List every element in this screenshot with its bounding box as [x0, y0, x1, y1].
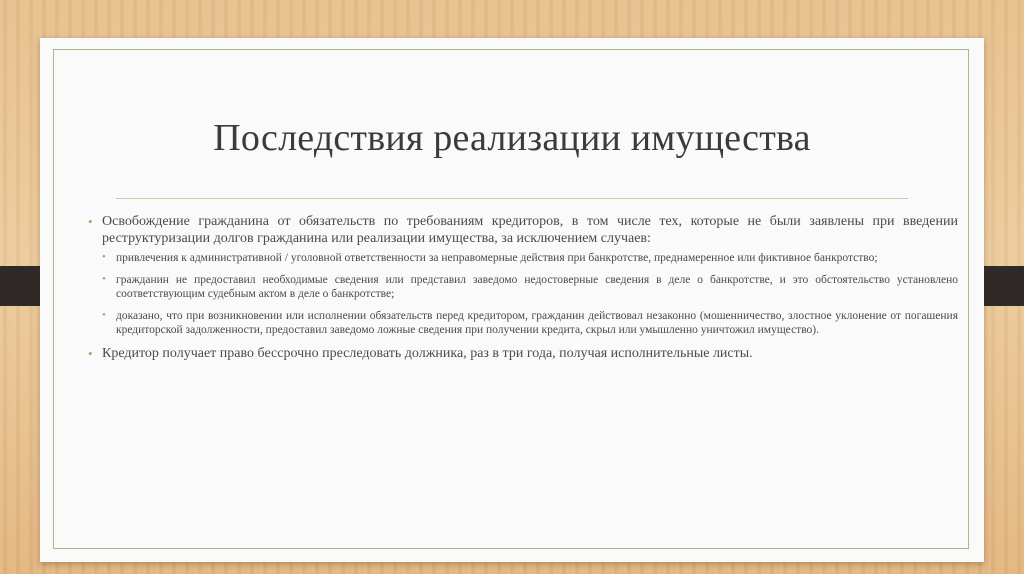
- sub-bullet-item: [102, 251, 958, 265]
- sub-bullet-text: привлечения к административной / уголовной ответственности за неправомерные действия при банкротстве, преднамеренное или фиктивное банкротство;: [116, 252, 878, 264]
- bullet-item: [88, 213, 958, 337]
- sub-bullet-icon: •: [102, 251, 106, 263]
- sub-bullet-item: [102, 309, 958, 337]
- sub-bullet-item: [102, 273, 958, 301]
- title-divider: [116, 198, 908, 199]
- bullet-item: [88, 345, 958, 362]
- bullet-text: Освобождение гражданина от обязательств по требованиям кредиторов, в том числе тех, которые не были заявлены при введении реструктуризации долгов гражданина или реализации имущества, за исключением случаев:: [102, 214, 958, 246]
- sub-bullet-list: [102, 251, 958, 337]
- slide-content: [88, 213, 958, 370]
- sub-bullet-text: доказано, что при возникновении или исполнении обязательств перед кредитором, гражданин действовал незаконно (мошенничество, злостное уклонение от погашения кредиторской задолженности, предоставил заведомо ложные сведения при получении кредита, скрыл или умышленно уничтожил имущество).: [116, 310, 958, 336]
- sub-bullet-icon: •: [102, 309, 106, 321]
- bullet-text: Кредитор получает право бессрочно преследовать должника, раз в три года, получая исполнительные листы.: [102, 346, 753, 361]
- sub-bullet-icon: •: [102, 273, 106, 285]
- bullet-icon: •: [88, 346, 93, 361]
- left-side-tab: [0, 266, 40, 306]
- sub-bullet-text: гражданин не предоставил необходимые сведения или представил заведомо недостоверные сведения в деле о банкротстве, и это обстоятельство установлено соответствующим судебным актом в деле о банкротстве;: [116, 274, 958, 300]
- slide-title: Последствия реализации имущества: [213, 117, 811, 159]
- bullet-icon: •: [88, 214, 93, 229]
- slide: [40, 38, 984, 562]
